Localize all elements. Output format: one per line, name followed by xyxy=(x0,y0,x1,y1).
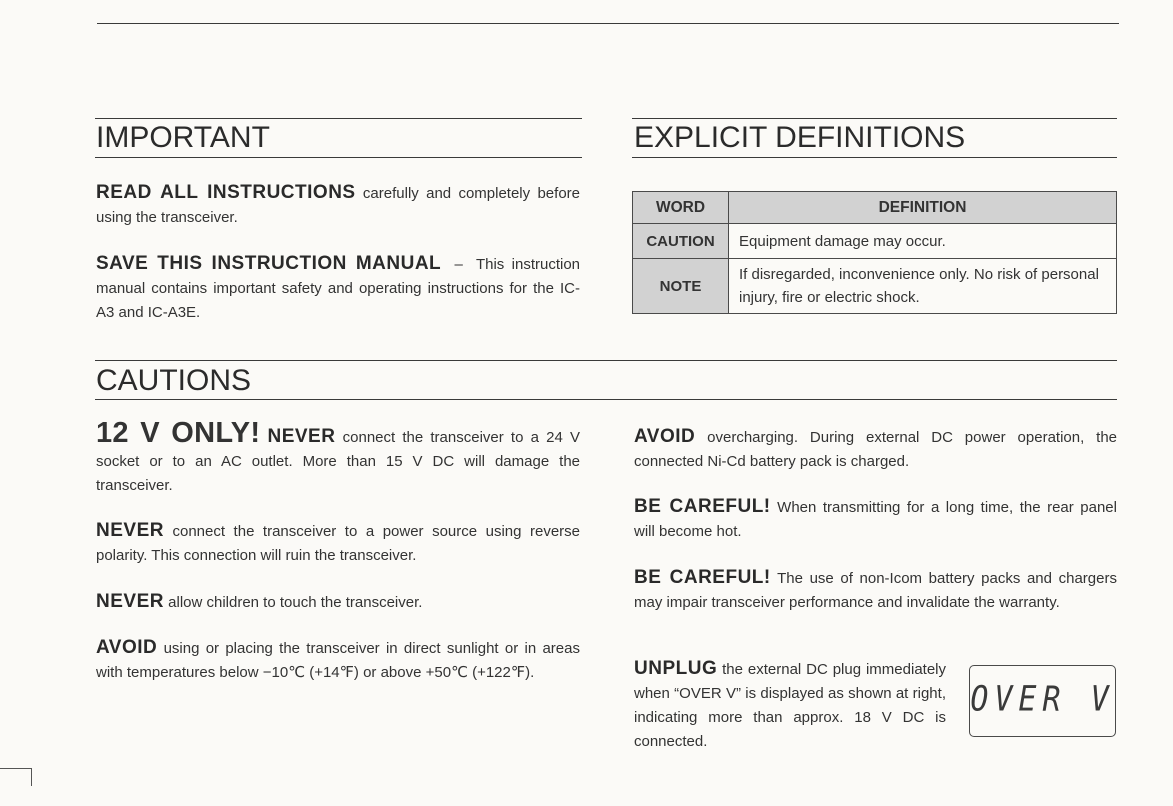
column-header-word: WORD xyxy=(633,192,729,224)
caution-text: The use of non-Icom battery packs and chargers may impair transceiver performance and invalidate the warranty. xyxy=(634,570,1117,611)
definitions-header-row xyxy=(633,192,1117,224)
caution-lead: UNPLUG xyxy=(634,658,718,679)
column-header-definition: DEFINITION xyxy=(729,192,1117,224)
table-row xyxy=(633,224,1117,259)
caution-overcharging xyxy=(634,425,1117,474)
page-corner-mark xyxy=(0,768,32,769)
important-rule-bottom xyxy=(95,157,582,158)
important-paragraph-1 xyxy=(96,181,580,230)
caution-text: allow children to touch the transceiver. xyxy=(168,594,423,611)
caution-lead: AVOID xyxy=(96,637,158,658)
caution-12v-only xyxy=(96,417,581,498)
top-rule xyxy=(97,23,1119,24)
save-manual-lead: SAVE THIS INSTRUCTION MANUAL xyxy=(96,253,442,274)
definitions-rule-top xyxy=(632,118,1117,119)
caution-rear-panel-hot xyxy=(634,495,1117,544)
caution-lead: BE CAREFUL! xyxy=(634,567,771,588)
caution-text: using or placing the transceiver in direct sunlight or in areas with temperatures below −10℃ (+14℉) or above +50℃ (+122℉). xyxy=(96,640,580,681)
read-all-instructions-lead: READ ALL INSTRUCTIONS xyxy=(96,182,356,203)
caution-text: connect the transceiver to a power source using reverse polarity. This connection will ruin the transceiver. xyxy=(96,523,580,564)
word-cell-caution: CAUTION xyxy=(633,224,729,259)
save-manual-text: This instruction manual contains important safety and operating instructions for the IC-A3 and IC-A3E. xyxy=(96,256,581,321)
definition-cell-caution: Equipment damage may occur. xyxy=(729,224,1117,259)
important-heading: IMPORTANT xyxy=(96,121,270,154)
page-corner-tick xyxy=(31,768,32,786)
caution-lead: BE CAREFUL! xyxy=(634,496,771,517)
definitions-heading: EXPLICIT DEFINITIONS xyxy=(634,121,966,154)
important-rule-top xyxy=(95,118,582,119)
definitions-table xyxy=(632,191,1117,314)
twelve-volt-only-title: 12 V ONLY! xyxy=(96,417,261,449)
over-voltage-indicator: OVER V xyxy=(970,679,1115,720)
caution-unplug xyxy=(634,657,946,754)
caution-text: connect the transceiver to a 24 V socket or to an AC outlet. More than 15 V DC will damage the transceiver. xyxy=(96,429,581,494)
lcd-display-illustration xyxy=(969,665,1116,737)
caution-lead: NEVER xyxy=(96,520,164,541)
important-paragraph-2 xyxy=(96,252,580,325)
word-cell-note: NOTE xyxy=(633,259,729,314)
cautions-rule-bottom xyxy=(95,399,1117,400)
caution-children xyxy=(96,590,580,615)
table-row xyxy=(633,259,1117,314)
definition-cell-note: If disregarded, inconvenience only. No risk of personal injury, fire or electric shock. xyxy=(729,259,1117,314)
caution-text: When transmitting for a long time, the rear panel will become hot. xyxy=(634,499,1117,540)
caution-lead: NEVER xyxy=(96,591,164,612)
caution-text: overcharging. During external DC power operation, the connected Ni-Cd battery pack is charged. xyxy=(634,429,1117,470)
caution-sunlight-temperature xyxy=(96,636,580,685)
read-all-instructions-text: carefully and completely before using the transceiver. xyxy=(96,185,580,226)
cautions-rule-top xyxy=(95,360,1117,361)
caution-reverse-polarity xyxy=(96,519,580,568)
caution-text: the external DC plug immediately when “OVER V” is displayed as shown at right, indicating more than approx. 18 V DC is connected. xyxy=(634,661,947,750)
definitions-rule-bottom xyxy=(632,157,1117,158)
caution-non-icom-battery xyxy=(634,566,1117,615)
caution-lead: NEVER xyxy=(267,426,336,447)
cautions-heading: CAUTIONS xyxy=(96,364,252,397)
save-manual-dash: – xyxy=(454,256,463,273)
caution-lead: AVOID xyxy=(634,426,696,447)
